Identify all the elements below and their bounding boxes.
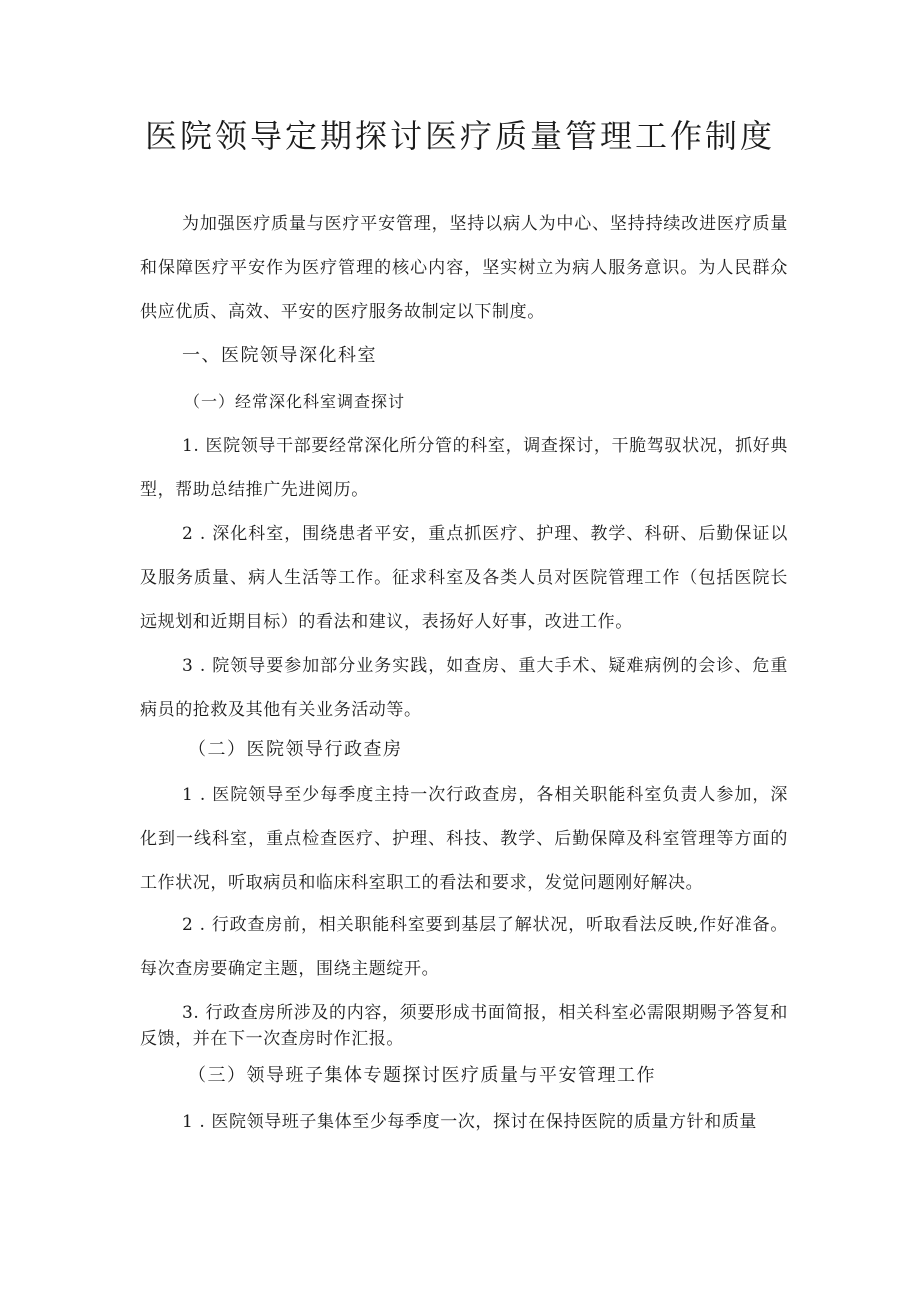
intro-paragraph: 为加强医疗质量与医疗平安管理，坚持以病人为中心、坚持持续改进医疗质量和保障医疗平安作为医疗管理的核心内容，坚实树立为病人服务意识。为人民群众供应优质、高效、平安的医疗服务故制定以下制度。 [140,214,788,322]
subsection-1-item-3: 3 . 院领导要参加部分业务实践，如查房、重大手术、疑难病例的会诊、危重病员的抢救及其他有关业务活动等。 [140,656,788,720]
subsection-1-item-1: 1. 医院领导干部要经常深化所分管的科室，调查探讨，干脆驾驭状况，抓好典型，帮助总结推广先进阅历。 [140,436,788,500]
subsection-2-heading: （二）医院领导行政查房 [188,739,403,760]
subsection-2-item-2: 2 . 行政查房前，相关职能科室要到基层了解状况，听取看法反映,作好准备。每次查房要确定主题，围绕主题绽开。 [140,915,788,979]
subsection-2-item-1: 1 . 医院领导至少每季度主持一次行政查房，各相关职能科室负责人参加，深化到一线科室，重点检查医疗、护理、科技、教学、后勤保障及科室管理等方面的工作状况，听取病员和临床科室职工的看法和要求，发觉问题刚好解决。 [140,785,788,893]
document-title: 医院领导定期探讨医疗质量管理工作制度 [144,117,775,155]
subsection-2-item-3: 3. 行政查房所涉及的内容，须要形成书面简报，相关科室必需限期赐予答复和反馈，并在下一次查房时作汇报。 [140,1003,788,1049]
subsection-1-heading: （一）经常深化科室调查探讨 [184,392,406,411]
subsection-3-item-1: 1 . 医院领导班子集体至少每季度一次，探讨在保持医院的质量方针和质量 [182,1112,758,1132]
section-1-heading: 一、医院领导深化科室 [182,345,377,366]
subsection-3-heading: （三）领导班子集体专题探讨医疗质量与平安管理工作 [188,1065,656,1086]
subsection-1-item-2: 2 . 深化科室，围绕患者平安，重点抓医疗、护理、教学、科研、后勤保证以及服务质量、病人生活等工作。征求科室及各类人员对医院管理工作（包括医院长远规划和近期目标）的看法和建议，表扬好人好事，改进工作。 [140,524,788,632]
